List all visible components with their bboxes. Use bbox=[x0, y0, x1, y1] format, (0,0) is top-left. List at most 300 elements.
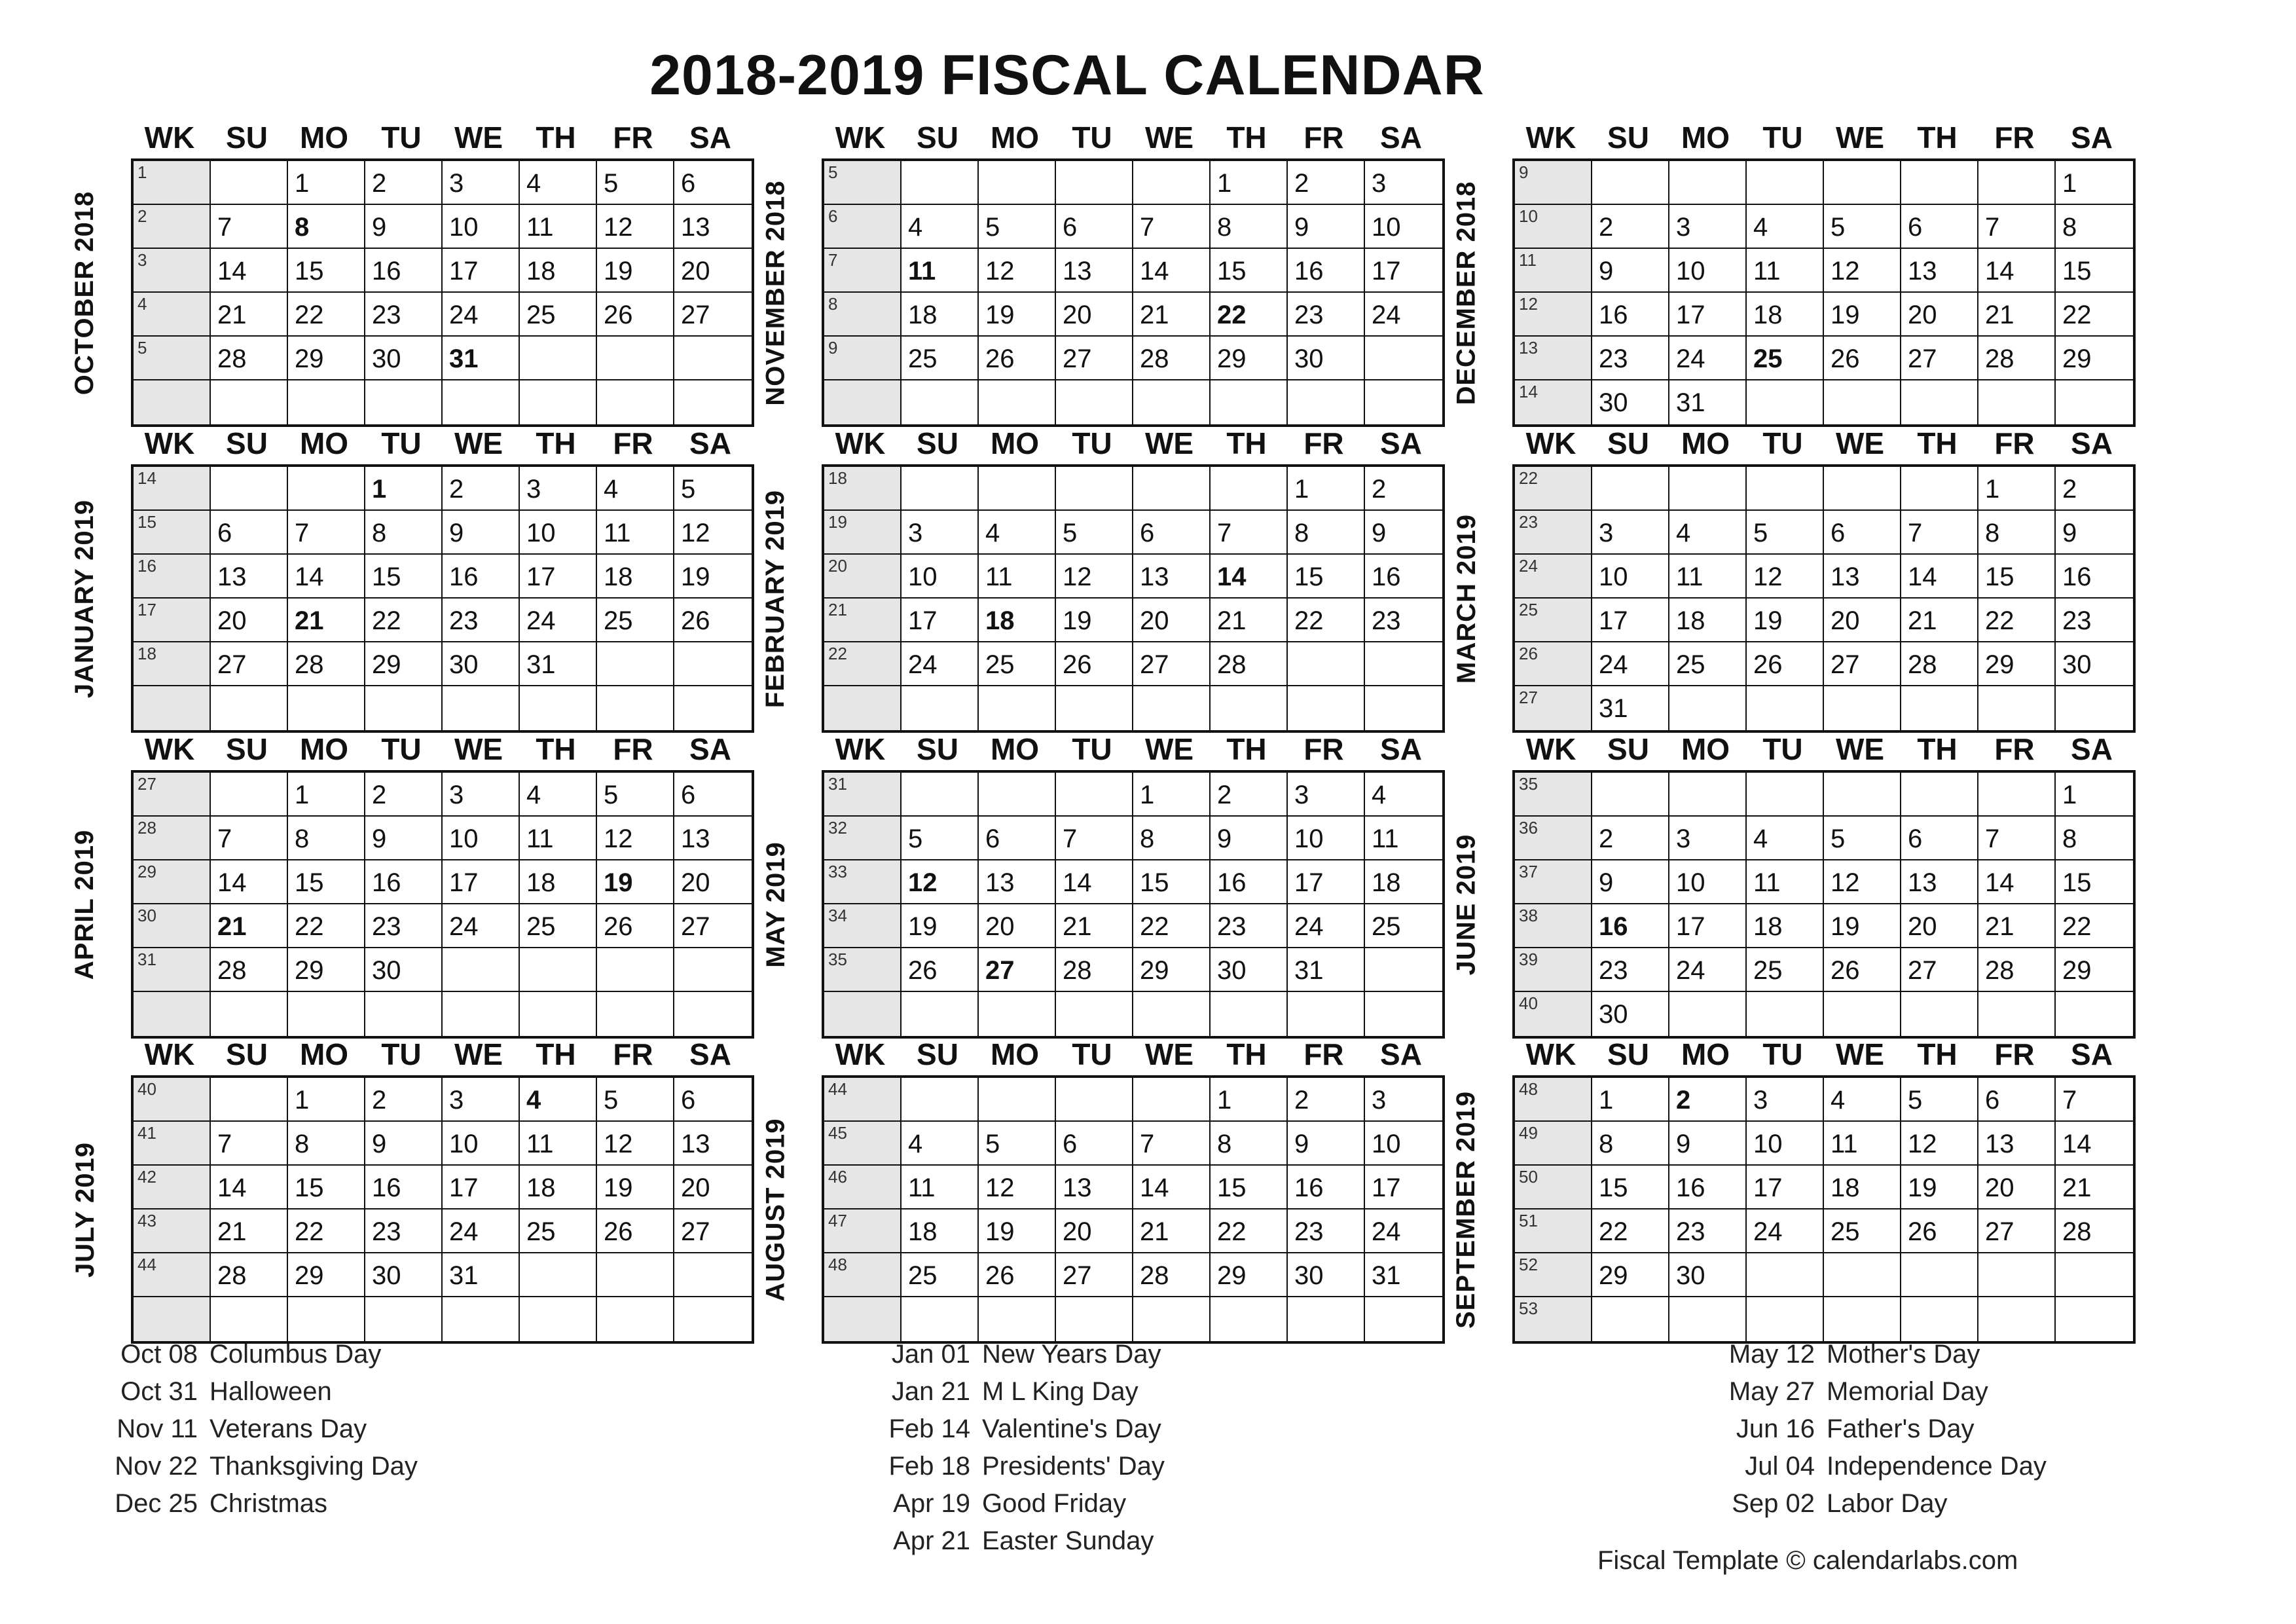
empty-cell bbox=[1288, 642, 1365, 686]
week-number: 40 bbox=[134, 1078, 211, 1122]
day-cell: 3 bbox=[1288, 773, 1365, 817]
weekday-label: TH bbox=[1226, 426, 1267, 460]
holiday-date: May 27 bbox=[1728, 1377, 1815, 1406]
day-cell: 16 bbox=[443, 555, 520, 599]
month-name: JULY 2019 bbox=[70, 1141, 100, 1278]
week-number: 35 bbox=[824, 948, 902, 992]
week-number: 44 bbox=[824, 1078, 902, 1122]
weekday-label: WE bbox=[1835, 732, 1885, 766]
day-cell: 4 bbox=[1747, 817, 1824, 860]
weekday-label: WE bbox=[1835, 120, 1885, 155]
empty-cell bbox=[597, 686, 674, 730]
day-cell: 15 bbox=[288, 249, 365, 293]
empty-cell bbox=[1211, 992, 1288, 1036]
day-cell: 22 bbox=[1288, 599, 1365, 642]
day-cell: 22 bbox=[1211, 1209, 1288, 1253]
empty-cell bbox=[1133, 467, 1211, 511]
day-cell: 16 bbox=[365, 860, 443, 904]
day-cell: 11 bbox=[979, 555, 1056, 599]
day-cell: 9 bbox=[1365, 511, 1442, 555]
weekday-header bbox=[1512, 1035, 2208, 1074]
holiday-item bbox=[845, 1336, 1244, 1373]
empty-cell bbox=[1824, 467, 1901, 511]
day-cell: 6 bbox=[674, 161, 752, 205]
day-cell: 19 bbox=[1824, 293, 1901, 337]
month-label bbox=[756, 1075, 795, 1344]
weekday-label: WE bbox=[1835, 1037, 1885, 1071]
week-number: 19 bbox=[824, 511, 902, 555]
empty-cell bbox=[1365, 1297, 1442, 1341]
holiday-list bbox=[1676, 1336, 2115, 1522]
day-cell: 8 bbox=[2056, 817, 2133, 860]
holiday-item bbox=[1676, 1448, 2115, 1485]
day-cell: 15 bbox=[1133, 860, 1211, 904]
day-cell: 28 bbox=[1978, 337, 2056, 380]
day-cell: 17 bbox=[1365, 1166, 1442, 1209]
holiday-date: Apr 19 bbox=[893, 1489, 970, 1518]
weekday-label: SU bbox=[917, 120, 958, 155]
empty-cell bbox=[1824, 161, 1901, 205]
day-cell: 5 bbox=[1747, 511, 1824, 555]
empty-cell bbox=[1669, 773, 1747, 817]
empty-cell bbox=[2056, 1297, 2133, 1341]
holiday-item bbox=[1676, 1336, 2115, 1373]
day-cell: 4 bbox=[1747, 205, 1824, 249]
weekday-label: TU bbox=[381, 732, 422, 766]
month-december-2018 bbox=[1512, 118, 2208, 417]
weekday-label: WK bbox=[1525, 426, 1576, 460]
weekday-label: WK bbox=[1525, 120, 1576, 155]
week-number: 37 bbox=[1515, 860, 1592, 904]
empty-cell bbox=[674, 380, 752, 424]
weekday-label: SA bbox=[689, 426, 731, 460]
holiday-item bbox=[85, 1336, 471, 1373]
day-cell: 18 bbox=[520, 860, 597, 904]
week-number: 53 bbox=[1515, 1297, 1592, 1341]
week-number: 48 bbox=[824, 1253, 902, 1297]
empty-cell bbox=[1056, 1078, 1133, 1122]
day-cell: 14 bbox=[1978, 249, 2056, 293]
day-cell: 9 bbox=[1288, 205, 1365, 249]
day-cell: 16 bbox=[1288, 249, 1365, 293]
empty-cell bbox=[1747, 380, 1824, 424]
weekday-label: FR bbox=[1303, 732, 1344, 766]
day-cell: 9 bbox=[1211, 817, 1288, 860]
day-cell: 29 bbox=[1592, 1253, 1669, 1297]
week-number bbox=[134, 686, 211, 730]
empty-cell bbox=[1901, 686, 1978, 730]
day-cell: 7 bbox=[211, 205, 288, 249]
week-number: 28 bbox=[134, 817, 211, 860]
day-cell: 13 bbox=[979, 860, 1056, 904]
weekday-label: FR bbox=[613, 1037, 653, 1071]
week-number: 13 bbox=[1515, 337, 1592, 380]
day-cell: 7 bbox=[211, 817, 288, 860]
month-label bbox=[65, 770, 105, 1039]
empty-cell bbox=[979, 992, 1056, 1036]
day-cell: 5 bbox=[1056, 511, 1133, 555]
month-name: FEBRUARY 2019 bbox=[761, 489, 790, 708]
day-cell: 22 bbox=[1211, 293, 1288, 337]
day-cell: 25 bbox=[520, 904, 597, 948]
empty-cell bbox=[1901, 161, 1978, 205]
day-cell: 24 bbox=[1365, 1209, 1442, 1253]
weekday-header bbox=[822, 424, 1517, 463]
day-cell: 27 bbox=[1901, 337, 1978, 380]
weekday-label: WK bbox=[1525, 1037, 1576, 1071]
weekday-label: SU bbox=[226, 120, 268, 155]
month-name: DECEMBER 2018 bbox=[1451, 180, 1481, 405]
day-cell: 8 bbox=[1211, 205, 1288, 249]
week-number: 40 bbox=[1515, 992, 1592, 1036]
month-name: APRIL 2019 bbox=[70, 829, 100, 980]
day-cell: 23 bbox=[1592, 337, 1669, 380]
day-cell: 12 bbox=[597, 1122, 674, 1166]
day-cell: 19 bbox=[597, 1166, 674, 1209]
week-number: 22 bbox=[1515, 467, 1592, 511]
day-cell: 29 bbox=[288, 948, 365, 992]
day-cell: 31 bbox=[1288, 948, 1365, 992]
day-cell: 12 bbox=[979, 1166, 1056, 1209]
empty-cell bbox=[902, 1297, 979, 1341]
week-number bbox=[824, 686, 902, 730]
month-label bbox=[1447, 770, 1486, 1039]
weekday-label: MO bbox=[299, 120, 349, 155]
day-cell: 26 bbox=[597, 293, 674, 337]
day-cell: 6 bbox=[979, 817, 1056, 860]
weekday-header bbox=[131, 424, 826, 463]
day-cell: 24 bbox=[520, 599, 597, 642]
weekday-label: WK bbox=[1525, 732, 1576, 766]
empty-cell bbox=[979, 686, 1056, 730]
week-number: 5 bbox=[134, 337, 211, 380]
week-number: 50 bbox=[1515, 1166, 1592, 1209]
day-cell: 10 bbox=[902, 555, 979, 599]
week-number: 27 bbox=[1515, 686, 1592, 730]
day-cell: 22 bbox=[288, 293, 365, 337]
day-cell: 3 bbox=[1669, 205, 1747, 249]
empty-cell bbox=[1133, 380, 1211, 424]
day-cell: 31 bbox=[1592, 686, 1669, 730]
month-may-2019 bbox=[822, 729, 1517, 1015]
month-grid bbox=[131, 158, 754, 427]
empty-cell bbox=[1288, 1297, 1365, 1341]
day-cell: 16 bbox=[1288, 1166, 1365, 1209]
day-cell: 9 bbox=[2056, 511, 2133, 555]
day-cell: 10 bbox=[1365, 205, 1442, 249]
day-cell: 12 bbox=[1056, 555, 1133, 599]
weekday-label: TU bbox=[381, 426, 422, 460]
day-cell: 2 bbox=[1592, 817, 1669, 860]
empty-cell bbox=[1669, 467, 1747, 511]
empty-cell bbox=[902, 773, 979, 817]
empty-cell bbox=[979, 161, 1056, 205]
month-label bbox=[1447, 158, 1486, 427]
week-number: 8 bbox=[824, 293, 902, 337]
week-number: 10 bbox=[1515, 205, 1592, 249]
day-cell: 23 bbox=[1592, 948, 1669, 992]
week-number: 43 bbox=[134, 1209, 211, 1253]
weekday-label: TU bbox=[1072, 120, 1112, 155]
holiday-name: Mother's Day bbox=[1827, 1340, 1980, 1369]
day-cell: 29 bbox=[1133, 948, 1211, 992]
day-cell: 27 bbox=[1056, 337, 1133, 380]
empty-cell bbox=[1592, 467, 1669, 511]
day-cell: 26 bbox=[597, 1209, 674, 1253]
day-cell: 7 bbox=[1901, 511, 1978, 555]
week-number: 11 bbox=[1515, 249, 1592, 293]
week-number: 25 bbox=[1515, 599, 1592, 642]
day-cell: 9 bbox=[1592, 249, 1669, 293]
weekday-label: TU bbox=[381, 1037, 422, 1071]
empty-cell bbox=[288, 467, 365, 511]
weekday-label: FR bbox=[613, 120, 653, 155]
day-cell: 3 bbox=[1365, 161, 1442, 205]
month-label bbox=[756, 464, 795, 733]
day-cell: 10 bbox=[1288, 817, 1365, 860]
day-cell: 28 bbox=[2056, 1209, 2133, 1253]
day-cell: 19 bbox=[1056, 599, 1133, 642]
day-cell: 3 bbox=[1592, 511, 1669, 555]
month-grid bbox=[131, 464, 754, 733]
weekday-label: SA bbox=[1380, 1037, 1422, 1071]
day-cell: 5 bbox=[597, 773, 674, 817]
day-cell: 21 bbox=[211, 1209, 288, 1253]
day-cell: 17 bbox=[1669, 293, 1747, 337]
month-october-2018 bbox=[131, 118, 826, 406]
day-cell: 3 bbox=[902, 511, 979, 555]
empty-cell bbox=[1901, 467, 1978, 511]
day-cell: 13 bbox=[1901, 860, 1978, 904]
day-cell: 15 bbox=[1978, 555, 2056, 599]
day-cell: 2 bbox=[365, 161, 443, 205]
week-number: 35 bbox=[1515, 773, 1592, 817]
holiday-date: Jan 01 bbox=[891, 1340, 970, 1369]
day-cell: 15 bbox=[2056, 860, 2133, 904]
day-cell: 27 bbox=[674, 1209, 752, 1253]
day-cell: 20 bbox=[1824, 599, 1901, 642]
day-cell: 2 bbox=[1365, 467, 1442, 511]
day-cell: 12 bbox=[1824, 249, 1901, 293]
day-cell: 7 bbox=[1133, 1122, 1211, 1166]
weekday-label: FR bbox=[613, 426, 653, 460]
day-cell: 3 bbox=[520, 467, 597, 511]
day-cell: 24 bbox=[1365, 293, 1442, 337]
day-cell: 9 bbox=[365, 1122, 443, 1166]
day-cell: 5 bbox=[902, 817, 979, 860]
weekday-label: SA bbox=[689, 120, 731, 155]
day-cell: 6 bbox=[1056, 205, 1133, 249]
empty-cell bbox=[1747, 992, 1824, 1036]
week-number: 41 bbox=[134, 1122, 211, 1166]
week-number: 14 bbox=[1515, 380, 1592, 424]
day-cell: 29 bbox=[288, 337, 365, 380]
weekday-label: WE bbox=[1835, 426, 1885, 460]
holiday-item bbox=[845, 1522, 1244, 1560]
day-cell: 1 bbox=[1211, 1078, 1288, 1122]
weekday-label: WK bbox=[144, 426, 195, 460]
day-cell: 12 bbox=[1901, 1122, 1978, 1166]
day-cell: 14 bbox=[211, 249, 288, 293]
empty-cell bbox=[1056, 686, 1133, 730]
week-number: 44 bbox=[134, 1253, 211, 1297]
week-number: 51 bbox=[1515, 1209, 1592, 1253]
weekday-label: TH bbox=[1917, 1037, 1958, 1071]
empty-cell bbox=[1056, 161, 1133, 205]
holiday-name: Veterans Day bbox=[210, 1414, 367, 1443]
empty-cell bbox=[1365, 642, 1442, 686]
day-cell: 25 bbox=[1747, 948, 1824, 992]
holiday-name: Presidents' Day bbox=[982, 1452, 1165, 1481]
weekday-label: MO bbox=[990, 732, 1040, 766]
day-cell: 8 bbox=[1978, 511, 2056, 555]
day-cell: 4 bbox=[979, 511, 1056, 555]
empty-cell bbox=[1978, 1297, 2056, 1341]
day-cell: 27 bbox=[1133, 642, 1211, 686]
day-cell: 21 bbox=[1211, 599, 1288, 642]
empty-cell bbox=[674, 1297, 752, 1341]
day-cell: 5 bbox=[979, 205, 1056, 249]
empty-cell bbox=[211, 686, 288, 730]
day-cell: 4 bbox=[1669, 511, 1747, 555]
day-cell: 5 bbox=[597, 1078, 674, 1122]
holiday-date: Jan 21 bbox=[891, 1377, 970, 1406]
month-september-2019 bbox=[1512, 1035, 2208, 1320]
day-cell: 28 bbox=[1056, 948, 1133, 992]
day-cell: 26 bbox=[1824, 948, 1901, 992]
weekday-label: TH bbox=[1917, 732, 1958, 766]
empty-cell bbox=[520, 948, 597, 992]
week-number: 24 bbox=[1515, 555, 1592, 599]
weekday-label: TH bbox=[1226, 1037, 1267, 1071]
day-cell: 27 bbox=[979, 948, 1056, 992]
weekday-label: TU bbox=[1762, 426, 1803, 460]
weekday-header bbox=[131, 118, 826, 157]
day-cell: 1 bbox=[2056, 773, 2133, 817]
day-cell: 12 bbox=[674, 511, 752, 555]
day-cell: 25 bbox=[520, 1209, 597, 1253]
day-cell: 28 bbox=[288, 642, 365, 686]
day-cell: 4 bbox=[520, 161, 597, 205]
empty-cell bbox=[1901, 1297, 1978, 1341]
day-cell: 9 bbox=[1288, 1122, 1365, 1166]
weekday-label: FR bbox=[1994, 426, 2035, 460]
day-cell: 11 bbox=[1747, 860, 1824, 904]
day-cell: 21 bbox=[211, 904, 288, 948]
day-cell: 5 bbox=[674, 467, 752, 511]
day-cell: 23 bbox=[365, 904, 443, 948]
week-number: 34 bbox=[824, 904, 902, 948]
day-cell: 15 bbox=[1211, 1166, 1288, 1209]
day-cell: 12 bbox=[597, 205, 674, 249]
week-number: 14 bbox=[134, 467, 211, 511]
day-cell: 11 bbox=[1365, 817, 1442, 860]
weekday-label: SU bbox=[917, 426, 958, 460]
day-cell: 16 bbox=[1211, 860, 1288, 904]
weekday-label: MO bbox=[990, 1037, 1040, 1071]
weekday-label: FR bbox=[613, 732, 653, 766]
month-grid bbox=[1512, 158, 2136, 427]
week-number: 31 bbox=[824, 773, 902, 817]
day-cell: 8 bbox=[288, 205, 365, 249]
month-march-2019 bbox=[1512, 424, 2208, 723]
day-cell: 13 bbox=[1978, 1122, 2056, 1166]
day-cell: 7 bbox=[1133, 205, 1211, 249]
day-cell: 14 bbox=[1056, 860, 1133, 904]
weekday-label: FR bbox=[1303, 426, 1344, 460]
day-cell: 28 bbox=[211, 1253, 288, 1297]
week-number bbox=[134, 992, 211, 1036]
empty-cell bbox=[979, 467, 1056, 511]
day-cell: 18 bbox=[979, 599, 1056, 642]
weekday-label: SA bbox=[1380, 426, 1422, 460]
weekday-label: TH bbox=[536, 120, 576, 155]
empty-cell bbox=[1824, 380, 1901, 424]
day-cell: 19 bbox=[1901, 1166, 1978, 1209]
day-cell: 30 bbox=[1592, 380, 1669, 424]
weekday-label: WE bbox=[454, 426, 503, 460]
day-cell: 20 bbox=[1056, 1209, 1133, 1253]
day-cell: 26 bbox=[1824, 337, 1901, 380]
day-cell: 20 bbox=[674, 249, 752, 293]
weekday-label: FR bbox=[1994, 120, 2035, 155]
day-cell: 29 bbox=[1978, 642, 2056, 686]
empty-cell bbox=[520, 1253, 597, 1297]
month-grid bbox=[131, 1075, 754, 1344]
week-number: 21 bbox=[824, 599, 902, 642]
day-cell: 4 bbox=[597, 467, 674, 511]
holiday-name: Father's Day bbox=[1827, 1414, 1975, 1443]
empty-cell bbox=[674, 642, 752, 686]
month-grid bbox=[1512, 770, 2136, 1039]
day-cell: 22 bbox=[1592, 1209, 1669, 1253]
day-cell: 18 bbox=[1669, 599, 1747, 642]
day-cell: 2 bbox=[1288, 1078, 1365, 1122]
day-cell: 28 bbox=[211, 948, 288, 992]
day-cell: 15 bbox=[1288, 555, 1365, 599]
day-cell: 13 bbox=[674, 205, 752, 249]
empty-cell bbox=[597, 1253, 674, 1297]
empty-cell bbox=[1901, 992, 1978, 1036]
day-cell: 26 bbox=[1056, 642, 1133, 686]
day-cell: 22 bbox=[288, 904, 365, 948]
day-cell: 15 bbox=[288, 860, 365, 904]
day-cell: 1 bbox=[2056, 161, 2133, 205]
weekday-label: TH bbox=[536, 426, 576, 460]
empty-cell bbox=[902, 1078, 979, 1122]
day-cell: 29 bbox=[2056, 948, 2133, 992]
day-cell: 4 bbox=[1365, 773, 1442, 817]
day-cell: 21 bbox=[1978, 293, 2056, 337]
day-cell: 9 bbox=[443, 511, 520, 555]
day-cell: 20 bbox=[1978, 1166, 2056, 1209]
week-number: 6 bbox=[824, 205, 902, 249]
empty-cell bbox=[674, 1253, 752, 1297]
day-cell: 26 bbox=[1901, 1209, 1978, 1253]
day-cell: 11 bbox=[902, 249, 979, 293]
month-label bbox=[65, 158, 105, 427]
day-cell: 6 bbox=[1978, 1078, 2056, 1122]
weekday-header bbox=[822, 118, 1517, 157]
month-grid bbox=[822, 1075, 1445, 1344]
day-cell: 14 bbox=[1133, 249, 1211, 293]
empty-cell bbox=[597, 992, 674, 1036]
holiday-date: Nov 22 bbox=[115, 1452, 198, 1481]
day-cell: 10 bbox=[443, 817, 520, 860]
day-cell: 19 bbox=[979, 1209, 1056, 1253]
day-cell: 3 bbox=[1669, 817, 1747, 860]
weekday-label: WK bbox=[835, 1037, 886, 1071]
